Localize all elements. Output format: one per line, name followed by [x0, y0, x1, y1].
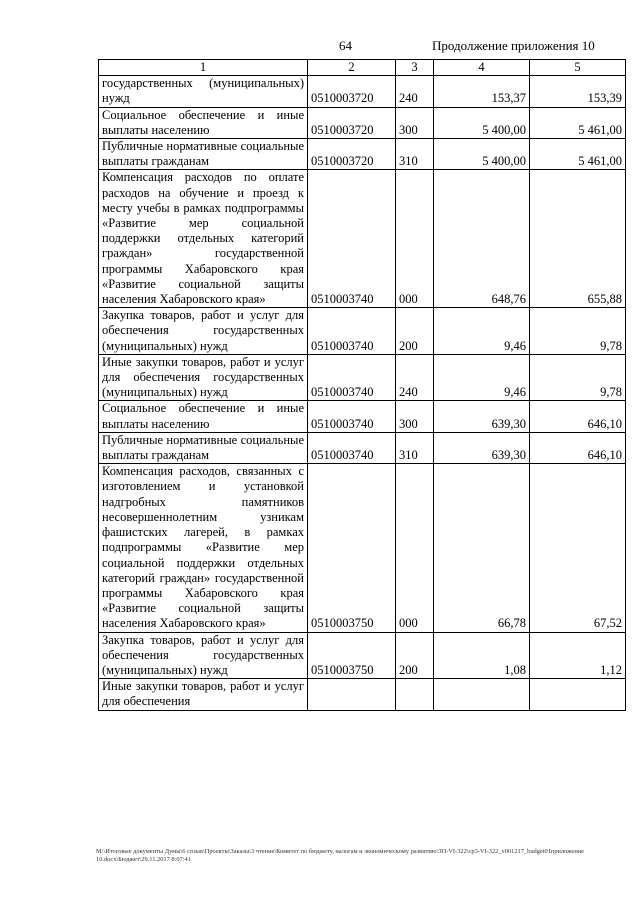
row-value-2-cell: 5 461,00 — [530, 139, 626, 170]
row-code-cell: 0510003740 — [308, 170, 396, 308]
table-row — [99, 170, 626, 308]
row-code-cell — [308, 679, 396, 710]
table-row — [99, 76, 626, 107]
row-code-cell: 0510003750 — [308, 464, 396, 632]
row-name-cell: Закупка товаров, работ и услуг для обеспечения государственных (муниципальных) нужд — [99, 632, 308, 679]
row-value-1-cell: 639,30 — [434, 401, 530, 432]
row-type-cell: 200 — [396, 308, 434, 355]
row-type-cell: 310 — [396, 432, 434, 463]
table-row — [99, 308, 626, 355]
row-value-2-cell: 646,10 — [530, 432, 626, 463]
row-value-1-cell: 1,08 — [434, 632, 530, 679]
row-type-cell — [396, 679, 434, 710]
table-row — [99, 401, 626, 432]
column-header: 2 — [308, 60, 396, 76]
row-code-cell: 0510003740 — [308, 308, 396, 355]
row-value-1-cell: 5 400,00 — [434, 107, 530, 138]
row-code-cell: 0510003750 — [308, 632, 396, 679]
row-value-1-cell: 9,46 — [434, 354, 530, 401]
table-row — [99, 679, 626, 710]
table-row — [99, 354, 626, 401]
row-type-cell: 240 — [396, 76, 434, 107]
row-value-2-cell: 67,52 — [530, 464, 626, 632]
row-value-2-cell: 646,10 — [530, 401, 626, 432]
row-value-1-cell: 66,78 — [434, 464, 530, 632]
row-name-cell: Иные закупки товаров, работ и услуг для обеспечения — [99, 679, 308, 710]
row-value-1-cell: 639,30 — [434, 432, 530, 463]
row-name-cell: Компенсация расходов, связанных с изготовлением и установкой надгробных памятников несовершеннолетним узникам фашистских лагерей, в рамках подпрограммы «Развитие мер социальной поддержки отдельных категорий граждан» государственной программы Хабаровского края «Развитие социальной защиты населения Хабаровского края» — [99, 464, 308, 632]
table-row — [99, 107, 626, 138]
row-value-2-cell: 9,78 — [530, 354, 626, 401]
row-type-cell: 300 — [396, 401, 434, 432]
row-type-cell: 240 — [396, 354, 434, 401]
row-value-1-cell: 9,46 — [434, 308, 530, 355]
footer-file-path: M:\Итоговые документы Думы\6 созыв\Проекты\Заказы\3 чтение\Комитет по бюджету, налогам и экономическому развитию\ЗП-VI-322\ср3-VI-322_v001217_budget01приложение 10.docx\Бюджет\29.11.2017 8:07:41 — [96, 848, 585, 863]
row-code-cell: 0510003720 — [308, 107, 396, 138]
row-name-cell: Социальное обеспечение и иные выплаты населению — [99, 401, 308, 432]
column-header: 3 — [396, 60, 434, 76]
column-header: 5 — [530, 60, 626, 76]
row-name-cell: Закупка товаров, работ и услуг для обеспечения государственных (муниципальных) нужд — [99, 308, 308, 355]
row-name-cell: государственных (муниципальных) нужд — [99, 76, 308, 107]
row-value-2-cell: 5 461,00 — [530, 107, 626, 138]
page-number: 64 — [339, 38, 352, 53]
column-header: 1 — [99, 60, 308, 76]
budget-table — [98, 59, 626, 711]
row-name-cell: Иные закупки товаров, работ и услуг для обеспечения государственных (муниципальных) нужд — [99, 354, 308, 401]
table-header-row — [99, 60, 626, 76]
continuation-caption: Продолжение приложения 10 — [432, 38, 595, 53]
row-value-1-cell: 648,76 — [434, 170, 530, 308]
row-type-cell: 200 — [396, 632, 434, 679]
row-value-2-cell: 655,88 — [530, 170, 626, 308]
row-value-2-cell: 153,39 — [530, 76, 626, 107]
row-code-cell: 0510003740 — [308, 401, 396, 432]
row-type-cell: 310 — [396, 139, 434, 170]
table-row — [99, 432, 626, 463]
row-name-cell: Публичные нормативные социальные выплаты гражданам — [99, 139, 308, 170]
row-value-2-cell: 1,12 — [530, 632, 626, 679]
row-type-cell: 300 — [396, 107, 434, 138]
column-header: 4 — [434, 60, 530, 76]
row-value-1-cell: 153,37 — [434, 76, 530, 107]
row-code-cell: 0510003720 — [308, 76, 396, 107]
table-row — [99, 139, 626, 170]
row-code-cell: 0510003740 — [308, 432, 396, 463]
row-value-1-cell: 5 400,00 — [434, 139, 530, 170]
table-row — [99, 632, 626, 679]
row-code-cell: 0510003720 — [308, 139, 396, 170]
row-value-2-cell — [530, 679, 626, 710]
table-row — [99, 464, 626, 632]
row-value-2-cell: 9,78 — [530, 308, 626, 355]
row-type-cell: 000 — [396, 464, 434, 632]
row-type-cell: 000 — [396, 170, 434, 308]
row-value-1-cell — [434, 679, 530, 710]
row-code-cell: 0510003740 — [308, 354, 396, 401]
row-name-cell: Публичные нормативные социальные выплаты гражданам — [99, 432, 308, 463]
row-name-cell: Компенсация расходов по оплате расходов на обучение и проезд к месту учебы в рамках подпрограммы «Развитие мер социальной поддержки отдельных категорий граждан» государственной программы Хабаровского края «Развитие социальной защиты населения Хабаровского края» — [99, 170, 308, 308]
row-name-cell: Социальное обеспечение и иные выплаты населению — [99, 107, 308, 138]
